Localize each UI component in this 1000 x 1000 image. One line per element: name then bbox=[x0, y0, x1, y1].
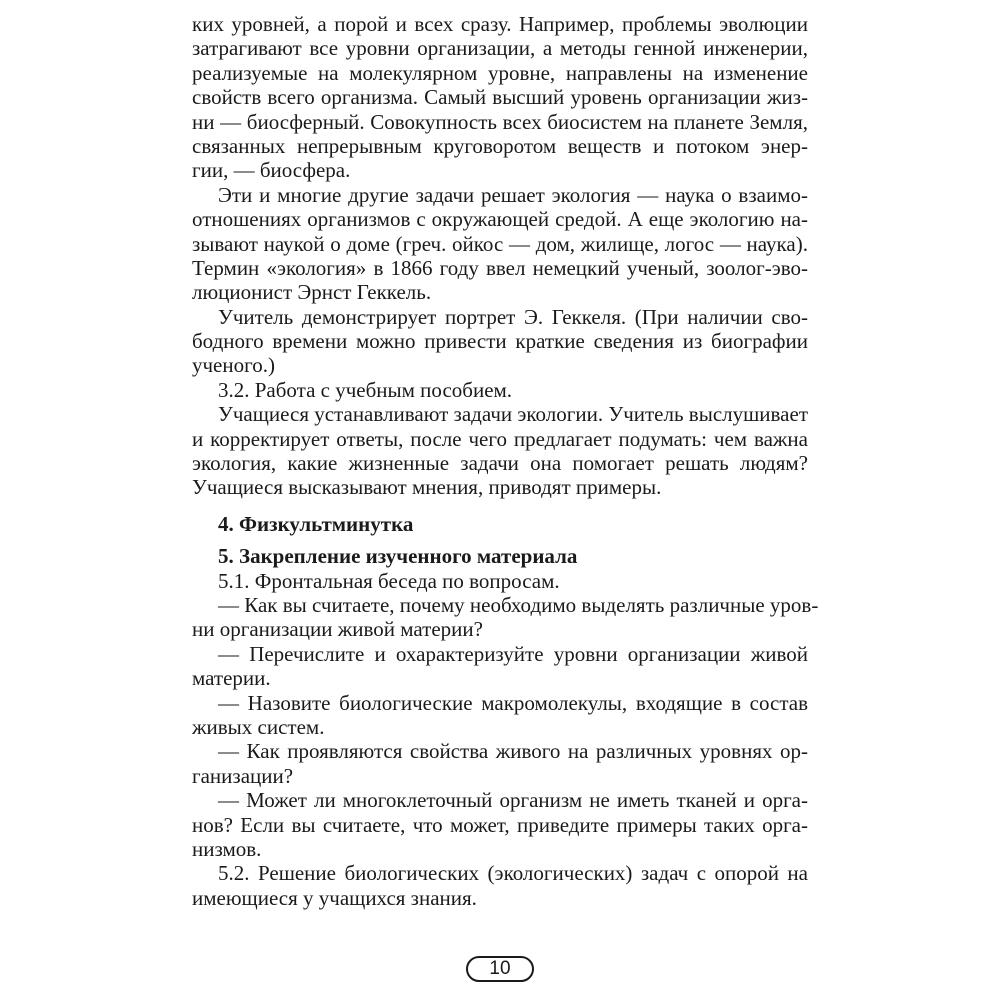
paragraph bbox=[192, 378, 808, 402]
question-item bbox=[192, 592, 819, 642]
text-line: реализуемые на молекулярном уровне, направлены на изменение bbox=[192, 60, 808, 85]
text-line: свойств всего организма. Самый высший уровень организации жиз- bbox=[192, 85, 808, 110]
text-line: нов? Если вы считаете, что может, приведите примеры таких орга- bbox=[192, 812, 808, 837]
spacer bbox=[192, 500, 808, 512]
text-line: люционист Эрнст Геккель. bbox=[192, 280, 432, 305]
text-line: ни организации живой материи? bbox=[192, 617, 483, 642]
paragraph bbox=[192, 183, 808, 305]
paragraph bbox=[192, 861, 808, 910]
text-line: ни — биосферный. Совокупность всех биосистем на планете Земля, bbox=[192, 109, 808, 134]
question-item bbox=[192, 788, 808, 861]
page-number: 10 bbox=[466, 956, 534, 982]
text-line: — Может ли многоклеточный организм не иметь тканей и орга- bbox=[218, 788, 808, 813]
text-line: Учащиеся устанавливают задачи экологии. Учитель выслушивает bbox=[218, 402, 808, 427]
text-line: гии, — биосфера. bbox=[192, 158, 351, 183]
question-item bbox=[192, 642, 808, 691]
paragraph bbox=[192, 569, 808, 593]
text-line: — Как проявляются свойства живого на различных уровнях ор- bbox=[218, 739, 808, 764]
text-line: ких уровней, а порой и всех сразу. Например, проблемы эволюции bbox=[192, 12, 808, 36]
text-line: 5.1. Фронтальная беседа по вопросам. bbox=[218, 568, 560, 593]
page-body bbox=[192, 12, 819, 910]
text-line: — Назовите биологические макромолекулы, входящие в состав bbox=[218, 690, 808, 715]
section-heading: 4. Физкультминутка bbox=[218, 511, 414, 536]
text-line: — Как вы считаете, почему необходимо выделять различные уров- bbox=[218, 592, 819, 617]
text-line: имеющиеся у учащихся знания. bbox=[192, 885, 477, 910]
text-line: и корректирует ответы, после чего предлагает подумать: чем важна bbox=[192, 426, 808, 451]
text-line: живых систем. bbox=[192, 714, 325, 739]
paragraph bbox=[192, 402, 808, 500]
text-line: экология, какие жизненные задачи она помогает решать людям? bbox=[192, 451, 808, 476]
text-line: затрагивают все уровни организации, а методы генной инженерии, bbox=[192, 36, 808, 61]
text-line: 5.2. Решение биологических (экологических) задач с опорой на bbox=[218, 861, 808, 886]
section-heading: 5. Закрепление изученного материала bbox=[218, 544, 578, 569]
text-line: связанных непрерывным круговоротом веществ и потоком энер- bbox=[192, 133, 808, 158]
text-line: зывают наукой о доме (греч. ойкос — дом, жилище, логос — наука). bbox=[192, 231, 808, 256]
text-line: Учащиеся высказывают мнения, приводят примеры. bbox=[192, 475, 662, 500]
text-line: Эти и многие другие задачи решает экология — наука о взаимо- bbox=[218, 182, 808, 207]
text-line: отношениях организмов с окружающей средой. А еще экологию на- bbox=[192, 207, 808, 232]
text-line: низмов. bbox=[192, 836, 262, 861]
spacer bbox=[192, 536, 808, 544]
text-line: Учитель демонстрирует портрет Э. Геккеля. (При наличии сво- bbox=[218, 304, 808, 329]
text-line: материи. bbox=[192, 666, 271, 691]
text-line: ганизации? bbox=[192, 763, 294, 788]
text-line: — Перечислите и охарактеризуйте уровни организации живой bbox=[218, 641, 808, 666]
text-line: Термин «экология» в 1866 году ввел немецкий ученый, зоолог-эво- bbox=[192, 255, 808, 280]
question-item bbox=[192, 739, 808, 788]
text-line: 3.2. Работа с учебным пособием. bbox=[218, 377, 513, 402]
text-line: бодного времени можно привести краткие сведения из биографии bbox=[192, 329, 808, 354]
question-item bbox=[192, 691, 808, 740]
paragraph bbox=[192, 12, 808, 183]
paragraph bbox=[192, 305, 808, 378]
text-line: ученого.) bbox=[192, 353, 275, 378]
